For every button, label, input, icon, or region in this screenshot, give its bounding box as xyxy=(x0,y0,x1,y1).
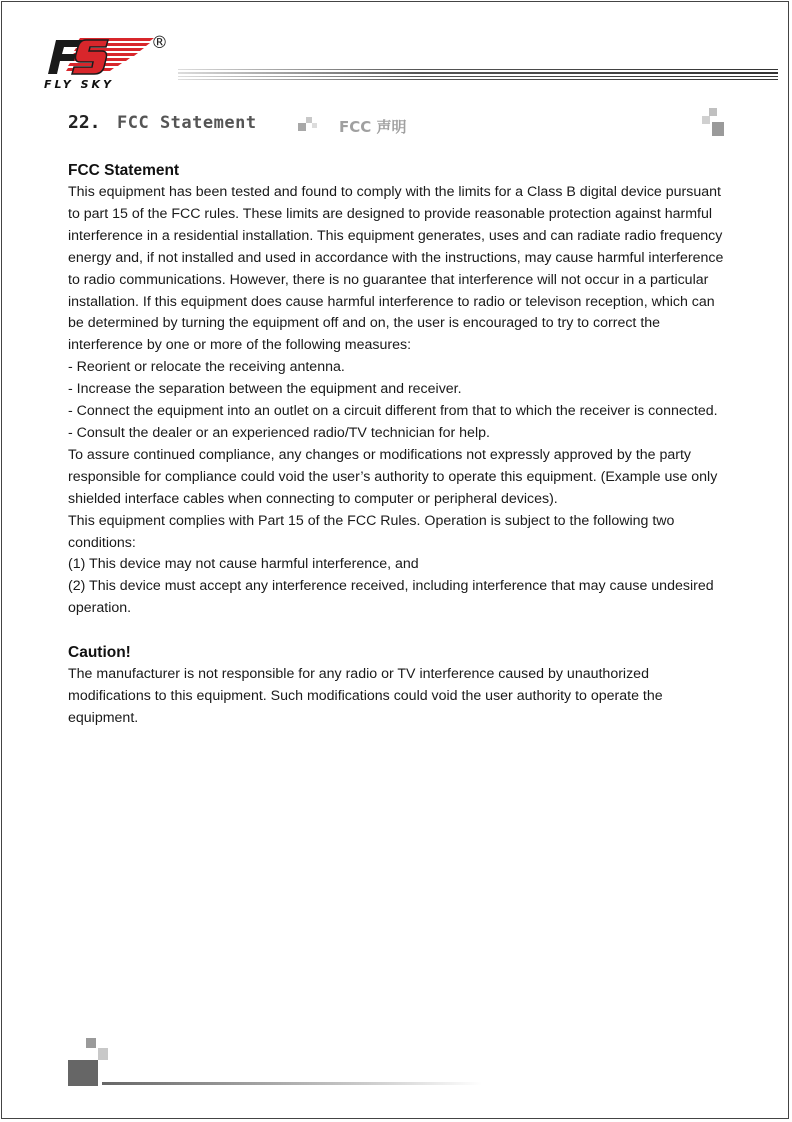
caution-heading: Caution! xyxy=(68,644,131,662)
section-title-cn: FCC 声明 xyxy=(339,118,407,136)
title-squares-icon xyxy=(298,117,318,133)
fcc-heading: FCC Statement xyxy=(68,162,180,179)
caution-text: The manufacturer is not responsible for any radio or TV interference caused by unauthorized modifications to this equipment. Such modifications could void the user authority to operate the equipment. xyxy=(68,666,663,726)
brand-name: FLY SKY xyxy=(44,78,115,91)
footer-squares-icon xyxy=(68,1038,110,1086)
section-number: 22. xyxy=(68,112,101,133)
header-rule-lines xyxy=(178,68,778,82)
logo-letters-fs xyxy=(48,40,108,74)
fcc-paragraph-intro: This equipment has been tested and found to comply with the limits for a Class B digital device pursuant to part 15 of the FCC rules. These limits are designed to provide reasonable protection against harmful interference in a residential installation. This equipment generates, uses and can radiate radio frequency energy and, if not installed and used in accordance with the instructions, may cause harmful interference to radio communications. However, there is no guarantee that interference will not occur in a particular installation. If this equipment does cause harmful interference to radio or televison reception, which can be determined by turning the equipment off and on, the user is encouraged to try to correct the interference by one or more of the following measures: xyxy=(68,184,724,354)
registered-mark: ® xyxy=(151,33,168,53)
measure-item: - Consult the dealer or an experienced radio/TV technician for help. xyxy=(68,424,490,441)
compliance-paragraph: To assure continued compliance, any changes or modifications not expressly approved by the party responsible for compliance could void the user’s authority to operate this equipment. (Example use only shielded interface cables when connecting to computer or peripheral devices). xyxy=(68,446,718,507)
condition-item: (2) This device must accept any interference received, including interference that may cause undesired operation. xyxy=(68,578,714,617)
fcc-statement-body xyxy=(68,160,728,730)
measure-item: - Increase the separation between the equipment and receiver. xyxy=(68,381,462,398)
section-title: FCC Statement xyxy=(117,113,257,133)
condition-item: (1) This device may not cause harmful interference, and xyxy=(68,556,419,573)
measure-item: - Connect the equipment into an outlet on a circuit different from that to which the receiver is connected. xyxy=(68,403,718,420)
measure-item: - Reorient or relocate the receiving antenna. xyxy=(68,359,345,376)
corner-squares-icon xyxy=(702,108,724,136)
part15-paragraph: This equipment complies with Part 15 of the FCC Rules. Operation is subject to the following two conditions: xyxy=(68,512,675,551)
footer-rule xyxy=(102,1082,482,1085)
